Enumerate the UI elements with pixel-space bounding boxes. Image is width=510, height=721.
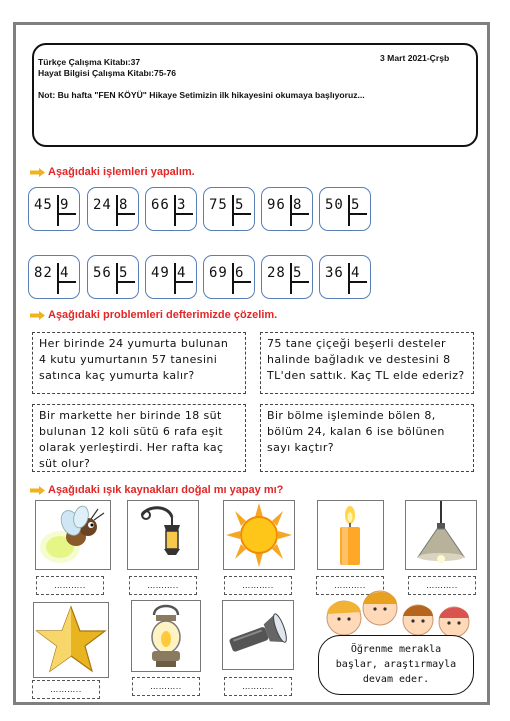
problem-3: Bir markette her birinde 18 süt bulunan 12 koli sütü 6 rafa eşit olarak yerleştirdi. Her rafta kaç süt olur?: [32, 404, 246, 472]
arrow-right-icon: [30, 486, 45, 495]
dividend: 56: [93, 265, 112, 281]
division-horizontal-bar: [116, 281, 135, 283]
problem-2: 75 tane çiçeği beşerli desteler halinde bağladık ve destesini 8 TL'den sattık. Kaç TL elde ederiz?: [260, 332, 474, 394]
section2-title: Aşağıdaki problemleri defterimizde çözelim.: [30, 309, 277, 321]
divisor: 4: [351, 265, 360, 281]
division-cell: [319, 187, 371, 231]
divisor: 5: [235, 197, 244, 213]
dividend: 36: [325, 265, 344, 281]
division-horizontal-bar: [232, 281, 251, 283]
division-cell: [319, 255, 371, 299]
candle-icon: [317, 500, 384, 570]
problem-1: Her birinde 24 yumurta bulunan 4 kutu yumurtanın 57 tanesini satınca kaç yumurta kalır?: [32, 332, 246, 394]
lantern-icon: [131, 600, 201, 672]
sun-icon: [223, 500, 295, 570]
divisor: 5: [119, 265, 128, 281]
division-horizontal-bar: [348, 281, 367, 283]
division-cell: [28, 255, 80, 299]
header-note: Not: Bu hafta "FEN KÖYÜ" Hikaye Setimizin ilk hikayesini okumaya başlıyoruz...: [38, 90, 365, 100]
division-cell: [87, 255, 139, 299]
divisor: 5: [293, 265, 302, 281]
answer-box-2[interactable]: ………..: [129, 576, 197, 595]
ceiling-lamp-icon: [405, 500, 477, 570]
answer-box-6[interactable]: ………..: [32, 680, 100, 699]
division-vertical-bar: [116, 263, 118, 294]
division-cell: [145, 255, 197, 299]
division-horizontal-bar: [290, 213, 309, 215]
division-vertical-bar: [174, 263, 176, 294]
division-vertical-bar: [116, 195, 118, 226]
division-vertical-bar: [348, 263, 350, 294]
division-horizontal-bar: [57, 281, 76, 283]
dividend: 28: [267, 265, 286, 281]
dividend: 24: [93, 197, 112, 213]
dividend: 96: [267, 197, 286, 213]
divisor: 4: [177, 265, 186, 281]
divisor: 9: [60, 197, 69, 213]
speech-bubble: [318, 635, 474, 695]
division-vertical-bar: [57, 195, 59, 226]
dividend: 82: [34, 265, 53, 281]
division-vertical-bar: [57, 263, 59, 294]
division-vertical-bar: [290, 195, 292, 226]
dividend: 75: [209, 197, 228, 213]
division-cell: [28, 187, 80, 231]
answer-box-5[interactable]: ………..: [408, 576, 476, 595]
problem-4: Bir bölme işleminde bölen 8, bölüm 24, kalan 6 ise bölünen sayı kaçtır?: [260, 404, 474, 472]
dividend: 66: [151, 197, 170, 213]
division-cell: [261, 187, 313, 231]
division-horizontal-bar: [116, 213, 135, 215]
division-horizontal-bar: [290, 281, 309, 283]
divisor: 3: [177, 197, 186, 213]
divisor: 4: [60, 265, 69, 281]
speech-line-1: Öğrenme merakla: [350, 644, 442, 655]
street-lamp-icon: [127, 500, 199, 570]
flashlight-icon: [222, 600, 294, 670]
header-line-1: Türkçe Çalışma Kitabı:37: [38, 57, 141, 67]
section1-title: Aşağıdaki işlemleri yapalım.: [30, 166, 195, 178]
speech-line-3: devam eder.: [362, 674, 430, 685]
division-horizontal-bar: [232, 213, 251, 215]
divisor: 5: [351, 197, 360, 213]
answer-box-8[interactable]: ………..: [224, 677, 292, 696]
division-cell: [87, 187, 139, 231]
division-vertical-bar: [290, 263, 292, 294]
division-cell: [203, 187, 255, 231]
firefly-icon: [35, 500, 111, 570]
division-cell: [203, 255, 255, 299]
division-horizontal-bar: [174, 213, 193, 215]
division-vertical-bar: [232, 263, 234, 294]
dividend: 50: [325, 197, 344, 213]
division-cell: [261, 255, 313, 299]
division-cell: [145, 187, 197, 231]
dividend: 69: [209, 265, 228, 281]
answer-box-1[interactable]: ………..: [36, 576, 104, 595]
section3-title: Aşağıdaki ışık kaynakları doğal mı yapay mı?: [30, 484, 283, 496]
division-vertical-bar: [174, 195, 176, 226]
division-vertical-bar: [348, 195, 350, 226]
divisor: 8: [293, 197, 302, 213]
star-icon: [33, 602, 109, 678]
dividend: 49: [151, 265, 170, 281]
header-date: 3 Mart 2021-Çrşb: [380, 53, 450, 63]
division-horizontal-bar: [57, 213, 76, 215]
speech-line-2: başlar, araştırmayla: [335, 659, 457, 670]
answer-box-3[interactable]: ………..: [224, 576, 292, 595]
arrow-right-icon: [30, 311, 45, 320]
division-horizontal-bar: [348, 213, 367, 215]
kids-illustration: [318, 588, 478, 640]
dividend: 45: [34, 197, 53, 213]
divisor: 6: [235, 265, 244, 281]
division-horizontal-bar: [174, 281, 193, 283]
header-line-2: Hayat Bilgisi Çalışma Kitabı:75-76: [38, 68, 177, 78]
divisor: 8: [119, 197, 128, 213]
division-vertical-bar: [232, 195, 234, 226]
answer-box-4[interactable]: ………..: [316, 576, 384, 595]
answer-box-7[interactable]: ………..: [132, 677, 200, 696]
arrow-right-icon: [30, 168, 45, 177]
